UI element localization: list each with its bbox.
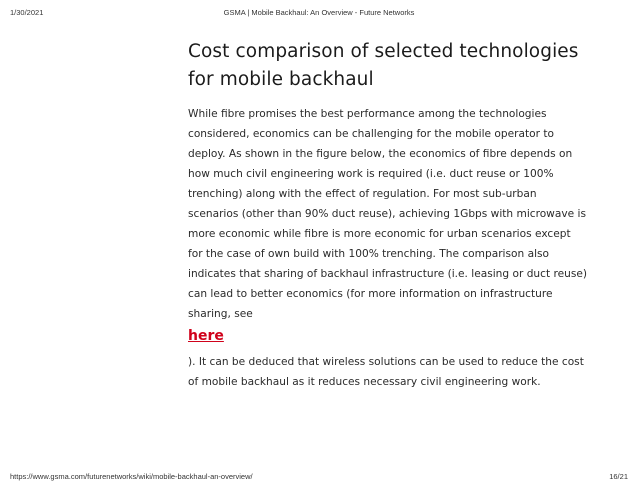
- print-url: https://www.gsma.com/futurenetworks/wiki/mobile-backhaul-an-overview/: [10, 472, 253, 481]
- print-date: 1/30/2021: [10, 8, 44, 17]
- here-link[interactable]: here: [188, 328, 224, 344]
- heading-line-1: Cost comparison of selected technologies: [188, 41, 579, 62]
- heading-line-2: for mobile backhaul: [188, 69, 374, 90]
- paragraph-line: indicates that sharing of backhaul infrastructure (i.e. leasing or duct reuse): [188, 268, 588, 280]
- section-heading: [188, 38, 600, 94]
- paragraph-line: trenching) along with the effect of regulation. For most sub-urban: [188, 188, 537, 200]
- paragraph-line: While fibre promises the best performance among the technologies: [188, 108, 547, 120]
- print-page-title: GSMA | Mobile Backhaul: An Overview - Future Networks: [223, 8, 415, 17]
- paragraph-line: deploy. As shown in the figure below, the economics of fibre depends on: [188, 148, 573, 160]
- print-footer: [10, 472, 628, 484]
- continuation-paragraph: [188, 352, 600, 392]
- body-paragraph: [188, 104, 600, 324]
- paragraph-line: more economic while fibre is more economic for urban scenarios except: [188, 228, 571, 240]
- continuation-line: ). It can be deduced that wireless solutions can be used to reduce the cost: [188, 356, 584, 368]
- continuation-line: of mobile backhaul as it reduces necessary civil engineering work.: [188, 376, 541, 388]
- paragraph-line: can lead to better economics (for more information on infrastructure: [188, 288, 553, 300]
- link-container: [188, 326, 600, 346]
- paragraph-line: sharing, see: [188, 308, 253, 320]
- paragraph-line: for the case of own build with 100% trenching. The comparison also: [188, 248, 550, 260]
- paragraph-line: scenarios (other than 90% duct reuse), achieving 1Gbps with microwave is: [188, 208, 586, 220]
- article-content: [188, 38, 600, 392]
- paragraph-line: considered, economics can be challenging for the mobile operator to: [188, 128, 554, 140]
- paragraph-line: how much civil engineering work is required (i.e. duct reuse or 100%: [188, 168, 554, 180]
- print-header: [10, 8, 628, 20]
- page-number: 16/21: [609, 472, 628, 481]
